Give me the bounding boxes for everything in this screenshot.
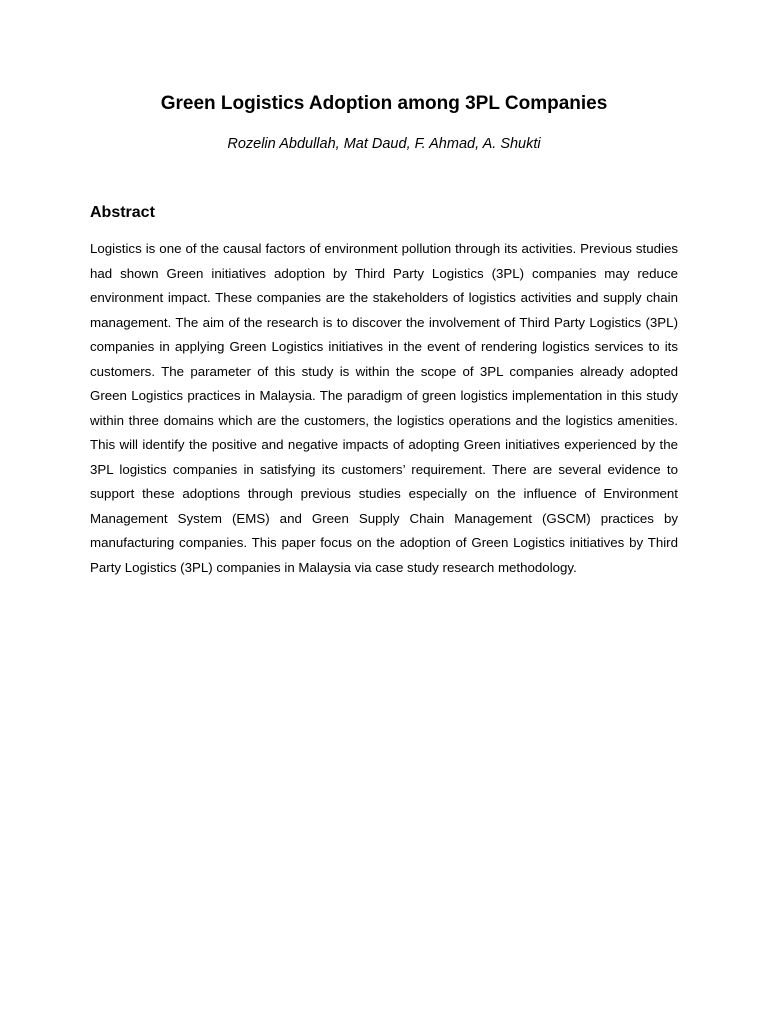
abstract-heading: Abstract <box>90 204 155 221</box>
paper-authors: Rozelin Abdullah, Mat Daud, F. Ahmad, A. Shukti <box>227 136 541 152</box>
abstract-body: Logistics is one of the causal factors of environment pollution through its activities. Previous studies had shown Green initiatives adoption by Third Party Logistics (3PL) companies may reduce environment impact. These companies are the stakeholders of logistics activities and supply chain management. The aim of the research is to discover the involvement of Third Party Logistics (3PL) companies in applying Green Logistics initiatives in the event of rendering logistics services to its customers. The parameter of this study is within the scope of 3PL companies already adopted Green Logistics practices in Malaysia. The paradigm of green logistics implementation in this study within three domains which are the customers, the logistics operations and the logistics amenities. This will identify the positive and negative impacts of adopting Green initiatives experienced by the 3PL logistics companies in satisfying its customers’ requirement. There are several evidence to support these adoptions through previous studies especially on the influence of Environment Management System (EMS) and Green Supply Chain Management (GSCM) practices by manufacturing companies. This paper focus on the adoption of Green Logistics initiatives by Third Party Logistics (3PL) companies in Malaysia via case study research methodology. <box>90 241 678 575</box>
paper-title: Green Logistics Adoption among 3PL Companies <box>160 93 608 114</box>
